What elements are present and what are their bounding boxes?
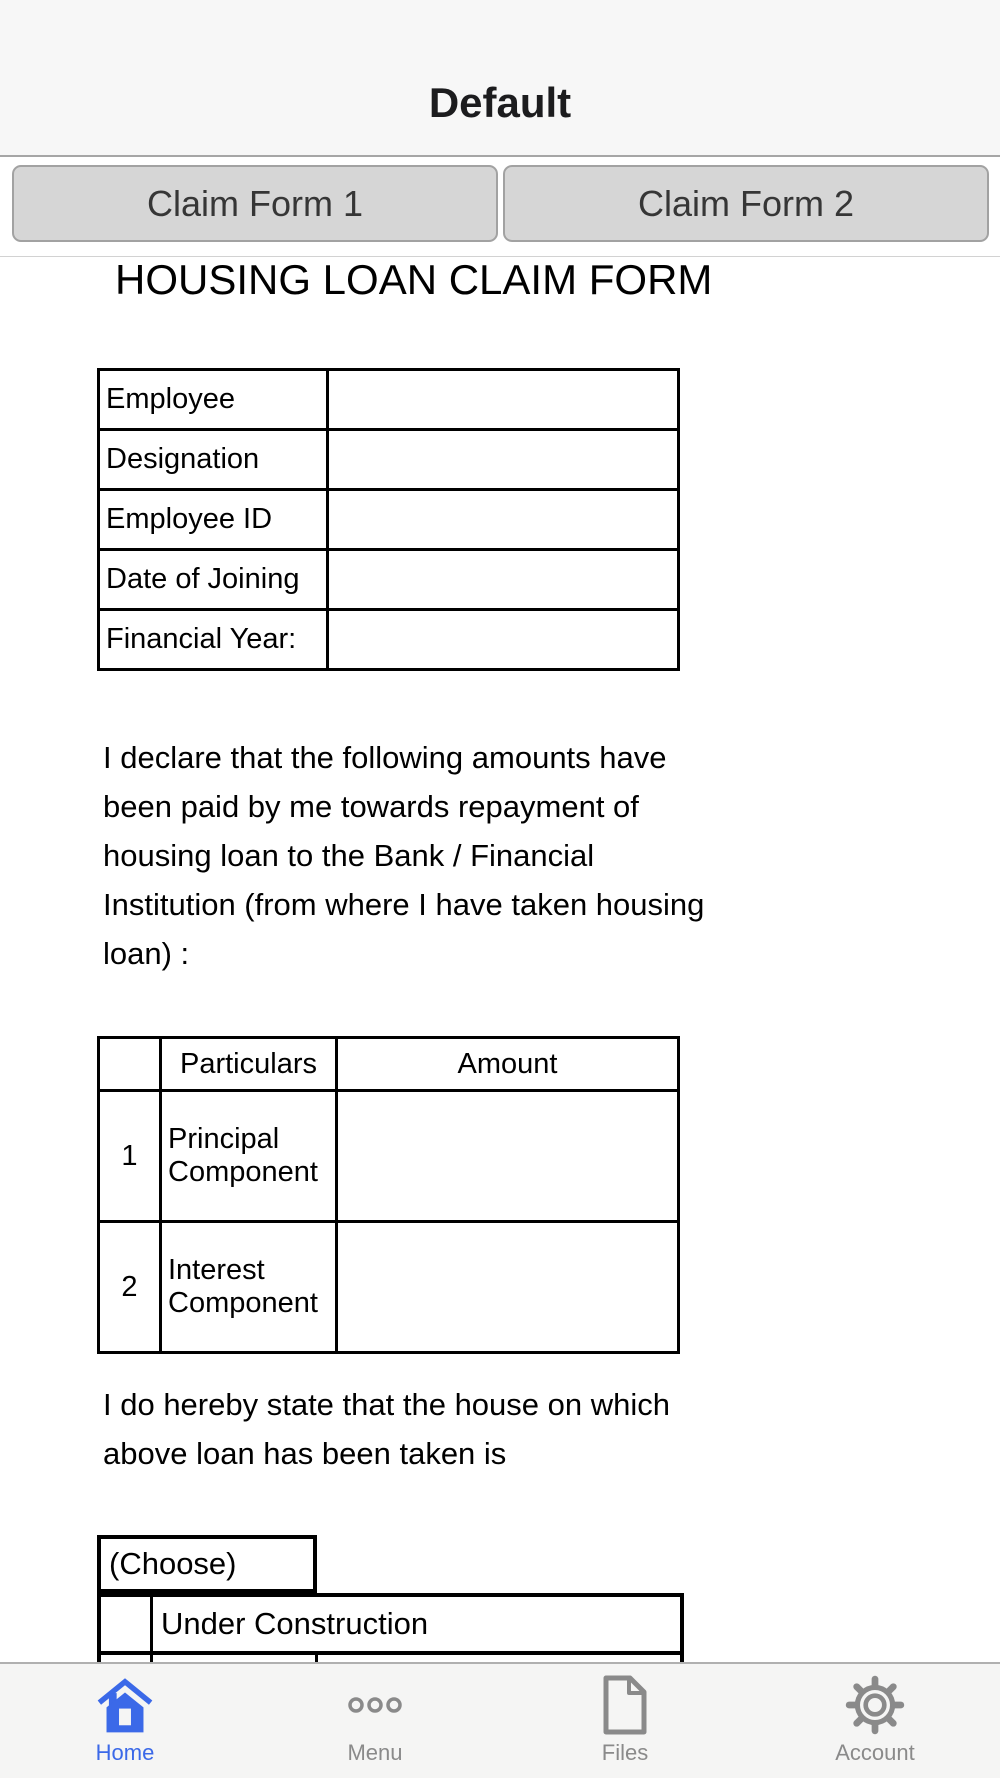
divider: [97, 1655, 101, 1662]
table-row: [99, 490, 679, 550]
document-icon: [600, 1672, 650, 1738]
declaration-line: been paid by me towards repayment of: [103, 789, 639, 824]
app-header: [0, 0, 1000, 157]
row-label: Financial Year:: [99, 610, 328, 670]
page-title: Default: [428, 79, 572, 126]
tab-files-label: Files: [601, 1740, 649, 1765]
table-row: [99, 610, 679, 670]
particulars-cell: Principal Component: [161, 1091, 337, 1222]
tab-bar: [0, 1662, 1000, 1778]
row-label: Date of Joining: [99, 550, 328, 610]
row-label: Employee ID: [99, 490, 328, 550]
principal-amount-cell[interactable]: [337, 1091, 679, 1222]
financial-year-value-cell[interactable]: [328, 610, 679, 670]
tab-account[interactable]: [750, 1664, 1000, 1778]
row-index: 2: [99, 1222, 161, 1353]
interest-amount-cell[interactable]: [337, 1222, 679, 1353]
declaration-line: Institution (from where I have taken housing: [103, 887, 705, 922]
table-row: [99, 1091, 679, 1222]
row-index: 1: [99, 1091, 161, 1222]
row-label: Designation: [99, 430, 328, 490]
index-header: [99, 1038, 161, 1091]
house-status-dropdown[interactable]: (Choose): [97, 1535, 317, 1593]
gear-icon: [845, 1672, 905, 1738]
employee-info-table: [97, 368, 680, 671]
table-header-row: [99, 1038, 679, 1091]
statement-line: I do hereby state that the house on which: [103, 1387, 670, 1422]
declaration-text: [103, 733, 704, 978]
particulars-cell: Interest Component: [161, 1222, 337, 1353]
row-label: Employee: [99, 370, 328, 430]
declaration-line: housing loan to the Bank / Financial: [103, 838, 595, 873]
table-row: [99, 430, 679, 490]
home-icon: [95, 1672, 155, 1738]
amount-header: Amount: [337, 1038, 679, 1091]
tab-account-label: Account: [835, 1740, 915, 1765]
tab-menu[interactable]: [250, 1664, 500, 1778]
table-row: [99, 1222, 679, 1353]
dropdown-option-row[interactable]: [97, 1593, 684, 1655]
employee-id-value-cell[interactable]: [328, 490, 679, 550]
tab-files[interactable]: [500, 1664, 750, 1778]
divider: [150, 1655, 153, 1662]
employee-value-cell[interactable]: [328, 370, 679, 430]
tab-home[interactable]: [0, 1664, 250, 1778]
tab-menu-label: Menu: [347, 1740, 403, 1765]
particulars-header: Particulars: [161, 1038, 337, 1091]
amounts-table: [97, 1036, 680, 1354]
statement-line: above loan has been taken is: [103, 1436, 507, 1471]
table-row: [99, 550, 679, 610]
table-row: [99, 370, 679, 430]
designation-value-cell[interactable]: [328, 430, 679, 490]
claim-form-1-button[interactable]: Claim Form 1: [12, 165, 498, 242]
option-under-construction[interactable]: Under Construction: [161, 1606, 429, 1641]
date-of-joining-value-cell[interactable]: [328, 550, 679, 610]
menu-dots-icon: [346, 1672, 404, 1738]
claim-form-2-button[interactable]: Claim Form 2: [503, 165, 989, 242]
divider: [680, 1655, 684, 1662]
declaration-line: I declare that the following amounts have: [103, 740, 667, 775]
divider: [315, 1655, 318, 1662]
form-title: HOUSING LOAN CLAIM FORM: [115, 256, 713, 303]
declaration-line: loan) :: [103, 936, 190, 971]
statement-text: [103, 1380, 670, 1478]
tab-home-label: Home: [95, 1740, 155, 1765]
option-checkbox-cell[interactable]: [101, 1597, 153, 1651]
